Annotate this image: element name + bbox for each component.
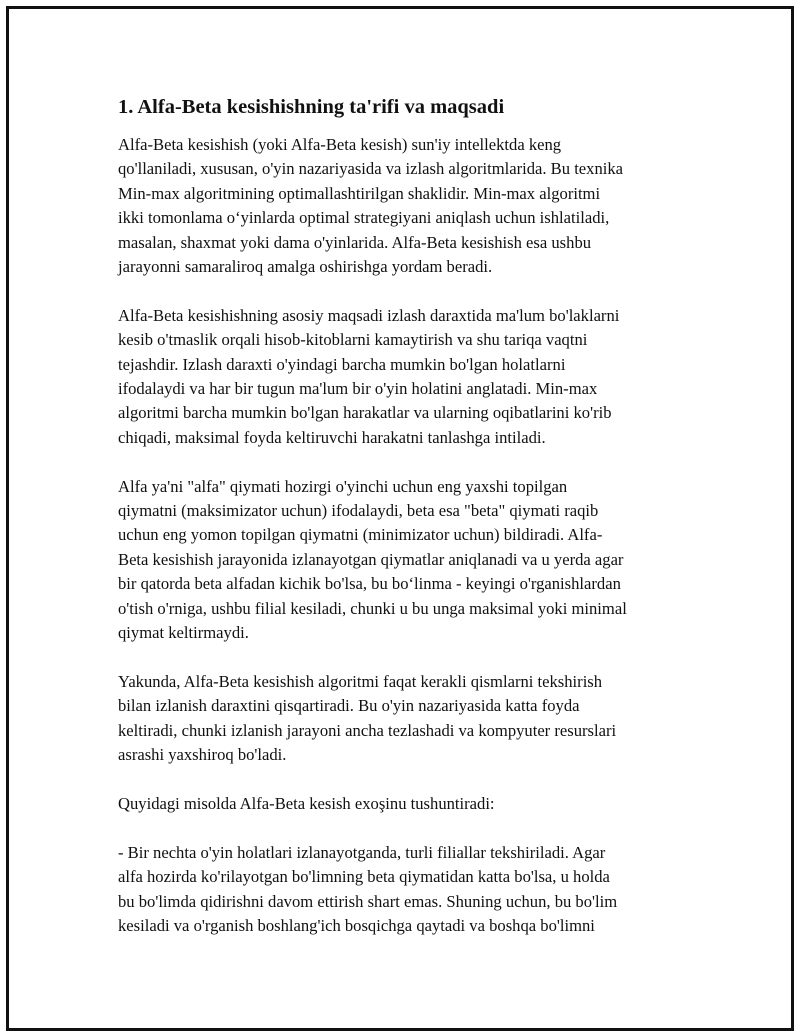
text-line: Quyidagi misolda Alfa-Beta kesish exoşinu tushuntiradi: (118, 793, 495, 813)
text-line: bir qatorda beta alfadan kichik bo'lsa, bu bo‘linma - keyingi o'rganishlardan (118, 574, 621, 594)
text-line: tejashdir. Izlash daraxti o'yindagi barcha mumkin bo'lgan holatlarni (118, 354, 566, 374)
text-line: masalan, shaxmat yoki dama o'yinlarida. Alfa-Beta kesishish esa ushbu (118, 232, 592, 252)
paragraph-definition (118, 133, 688, 279)
paragraph-conclusion (118, 670, 688, 768)
text-line: alfa hozirda ko'rilayotgan bo'limning beta qiymatidan katta bo'lsa, u holda (118, 867, 610, 887)
text-line: keltiradi, chunki izlanish jarayoni ancha tezlashadi va kompyuter resurslari (118, 720, 617, 740)
text-line: Alfa-Beta kesishish (yoki Alfa-Beta kesish) sun'iy intellektda keng (118, 135, 562, 154)
text-line: - Bir nechta o'yin holatlari izlanayotganda, turli filiallar tekshiriladi. Agar (118, 842, 606, 862)
text-line: asrashi yaxshiroq bo'ladi. (118, 745, 287, 765)
text-line: qiymat keltirmaydi. (118, 623, 249, 643)
document-body (118, 93, 688, 963)
text-line: Beta kesishish jarayonida izlanayotgan qiymatlar aniqlanadi va u yerda agar (118, 549, 624, 569)
text-line: kesiladi va o'rganish boshlang'ich bosqichga qaytadi va boshqa bo'limni (118, 915, 595, 935)
text-line: bu bo'limda qidirishni davom ettirish shart emas. Shuning uchun, bu bo'lim (118, 891, 618, 911)
paragraph-alpha-beta-values (118, 475, 688, 646)
text-line: uchun eng yomon topilgan qiymatni (minimizator uchun) bildiradi. Alfa- (118, 525, 603, 545)
paragraph-example-intro (118, 792, 688, 816)
text-line: chiqadi, maksimal foyda keltiruvchi harakatni tanlashga intiladi. (118, 427, 546, 447)
text-line: qiymatni (maksimizator uchun) ifodalaydi, beta esa "beta" qiymati raqib (118, 501, 599, 521)
section-heading: 1. Alfa-Beta kesishishning ta'rifi va maqsadi (118, 96, 505, 118)
text-line: jarayonni samaraliroq amalga oshirishga yordam beradi. (118, 257, 493, 277)
text-line: qo'llaniladi, xususan, o'yin nazariyasida va izlash algoritmlarida. Bu texnika (118, 159, 624, 179)
text-line: algoritmi barcha mumkin bo'lgan harakatlar va ularning oqibatlarini ko'rib (118, 403, 612, 423)
text-line: Min-max algoritmining optimallashtirilgan shaklidir. Min-max algoritmi (118, 183, 601, 203)
text-line: kesib o'tmaslik orqali hisob-kitoblarni kamaytirish va shu tariqa vaqtni (118, 330, 588, 350)
text-line: ikki tomonlama o‘yinlarda optimal strategiyani aniqlash uchun ishlatiladi, (118, 208, 610, 228)
paragraph-purpose (118, 304, 688, 450)
paragraph-example-item (118, 841, 688, 939)
text-line: ifodalaydi va har bir tugun ma'lum bir o'yin holatini anglatadi. Min-max (118, 379, 598, 399)
text-line: Yakunda, Alfa-Beta kesishish algoritmi faqat kerakli qismlarni tekshirish (118, 671, 603, 691)
text-line: Alfa ya'ni "alfa" qiymati hozirgi o'yinchi uchun eng yaxshi topilgan (118, 476, 568, 496)
text-line: Alfa-Beta kesishishning asosiy maqsadi izlash daraxtida ma'lum bo'laklarni (118, 305, 620, 325)
text-line: bilan izlanish daraxtini qisqartiradi. Bu o'yin nazariyasida katta foyda (118, 696, 580, 716)
text-line: o'tish o'rniga, ushbu filial kesiladi, chunki u bu unga maksimal yoki minimal (118, 598, 627, 618)
